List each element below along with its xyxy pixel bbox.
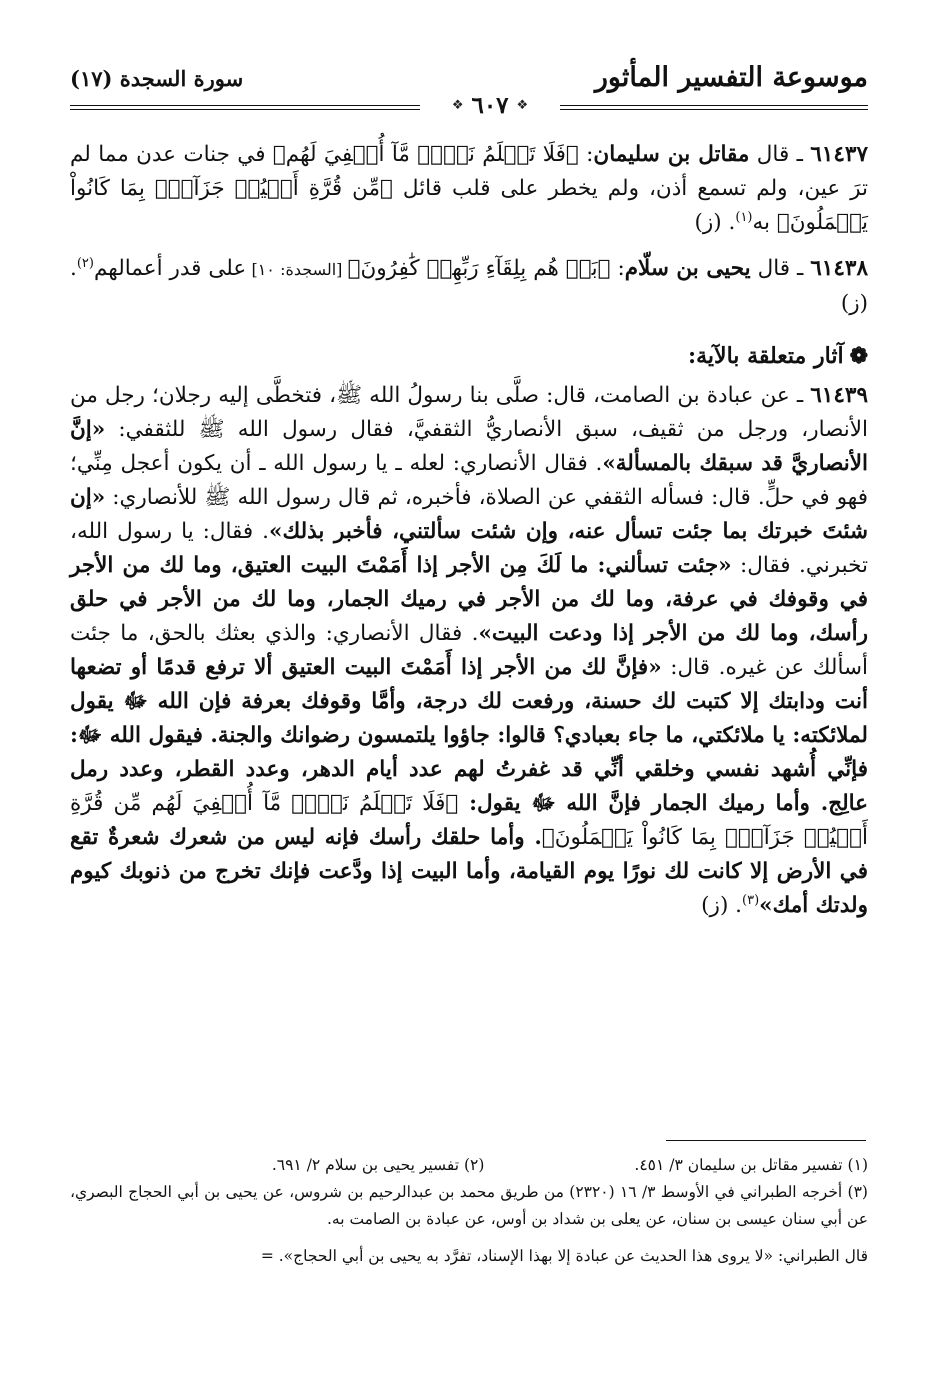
- footnote-marker: (٢): [76, 255, 94, 271]
- section-heading-text: آثار متعلقة بالآية:: [688, 343, 844, 369]
- page-number: ٦٠٧: [471, 91, 509, 119]
- entry-tail: . (ز): [694, 210, 736, 235]
- entry-61437: [70, 138, 868, 240]
- footnote-row: [70, 1152, 868, 1179]
- quran-verse: ﴿فَلَا تَعۡلَمُ نَفۡسٞ مَّآ أُخۡفِيَ لَهُم مِّن قُرَّةِ أَعۡيُنٖ جَزَآءَۢ بِمَا كَانُواْ يَعۡمَلُونَ﴾: [70, 791, 868, 850]
- hadith-text: . فقال الأنصاري: والذي بعثك بالحق، ما جئت أسألك عن غيره. قال:: [70, 621, 868, 680]
- quran-verse: ﴿بَلۡ هُم بِلِقَآءِ رَبِّهِمۡ كَٰفِرُونَ﴾: [347, 256, 611, 281]
- footnote-3: (٣) أخرجه الطبراني في الأوسط ٣/ ١٦ (٢٣٢٠) من طريق محمد بن عبدالرحيم بن شروس، عن يحيى بن أبي الحجاج البصري، عن أبي سنان عيسى بن سنان، عن يعلى بن شداد بن أوس، عن عبادة بن الصامت به.: [70, 1183, 868, 1228]
- quran-verse: ﴿فَلَا تَعۡلَمُ نَفۡسٞ مَّآ أُخۡفِيَ لَهُم﴾: [272, 142, 579, 167]
- entry-text: في جنات عدن مما لم ترَ عين، ولم تسمع أذن، ولم يخطر على قلب قائل: [70, 142, 868, 201]
- hadith-text: . فقال الأنصاري: لعله ـ يا رسول الله ـ أن يكون أعجل مِنِّي؛ فهو في حلٍّ. قال: فسأله الثقفي عن الصلاة، فأخبره، ثم قال رسول الله ﷺ للأنصاري:: [70, 451, 868, 510]
- entry-61438: [70, 252, 868, 321]
- footnote-marker: (١): [735, 209, 753, 225]
- quran-verse: ﴿مِّن قُرَّةِ أَعۡيُنٖ جَزَآءَۢ بِمَا كَانُواْ يَعۡمَلُونَ﴾: [70, 176, 868, 235]
- footnote-marker: (٣): [742, 892, 760, 908]
- entry-number: ٦١٤٣٩: [810, 383, 868, 408]
- surah-label: سورة السجدة (١٧): [70, 66, 244, 91]
- entry-number: ٦١٤٣٨: [810, 256, 868, 281]
- section-heading: [70, 339, 868, 373]
- entry-prefix: ـ قال: [749, 142, 811, 167]
- entry-author: يحيى بن سلّام: [624, 256, 751, 281]
- footnote-2: (٢) تفسير يحيى بن سلام ٢/ ٦٩١.: [271, 1156, 485, 1174]
- hadith-text: . فقال: يا رسول الله، تخبرني. فقال:: [70, 519, 868, 578]
- entry-tail: . (ز): [701, 893, 742, 918]
- entry-number: ٦١٤٣٧: [810, 142, 868, 167]
- footnotes: [70, 1152, 868, 1270]
- hadith-quote: «فإنَّ لك من الأجر إذا أَمَمْتَ البيت العتيق ألا ترفع قدمًا أو تضعها أنت ودابتك إلا كتبت لك حسنة، ورفعت لك درجة، وأمَّا وقوفك بعرفة فإن الله ﷻ يقول لملائكته: يا ملائكتي، ما جاء بعبادي؟ قالوا: جاؤوا يلتمسون رضوانك والجنة. فيقول الله ﷻ: فإنِّي أُشهد نفسي وخلقي أنِّي قد غفرتُ لهم عدد أيام الدهر، وعدد القطر، وعدد رمل عالِج. وأما رميك الجمار فإنَّ الله ﷻ يقول:: [70, 655, 868, 816]
- main-text: [70, 138, 868, 935]
- hadith-quote: . وأما حلقك رأسك فإنه ليس من شعرك شعرةٌ تقع في الأرض إلا كانت لك نورًا يوم القيامة، وأما البيت إذا ودَّعت فإنك تخرج من ذنوبك كيوم ولدتك أمك»: [70, 825, 868, 918]
- running-header: [70, 62, 868, 119]
- entry-colon: :: [610, 256, 625, 281]
- verse-source: [السجدة: ١٠]: [246, 260, 348, 279]
- hadith-quote: «جئت تسألني: ما لَكَ مِن الأجر إذا أَمَمْتَ البيت العتيق، وما لك من الأجر في وقوفك في عرفة، وما لك من الأجر في رميك الجمار، وما لك من الأجر في حلق رأسك، وما لك من الأجر إذا ودعت البيت»: [70, 553, 868, 646]
- entry-author: مقاتل بن سليمان: [593, 142, 750, 167]
- footnote-1: (١) تفسير مقاتل بن سليمان ٣/ ٤٥١.: [634, 1156, 868, 1174]
- entry-61439: [70, 379, 868, 923]
- entry-colon: :: [578, 142, 594, 167]
- footnote-continuation: قال الطبراني: «لا يروى هذا الحديث عن عبادة إلا بهذا الإسناد، تفرَّد به يحيى بن أبي الحجاج». =: [260, 1247, 868, 1265]
- hadith-text: ـ عن عبادة بن الصامت، قال: صلَّى بنا رسولُ الله ﷺ، فتخطَّى إليه رجلان؛ رجل من الأنصار، ورجل من ثقيف، سبق الأنصاريُّ الثقفيَّ، فقال رسول الله ﷺ للثقفي:: [70, 383, 868, 442]
- ornament-icon: ❖: [451, 97, 464, 113]
- flower-ornament-icon: ❁: [849, 343, 868, 369]
- book-title: موسوعة التفسير المأثور: [594, 62, 868, 93]
- ornament-icon: ❖: [516, 97, 529, 113]
- entry-text: به: [752, 210, 777, 235]
- entry-text: على قدر أعمالهم: [93, 256, 247, 281]
- entry-prefix: ـ قال: [750, 256, 811, 281]
- footnote-rule: [666, 1140, 866, 1141]
- hadith-quote: «إن شئتَ خبرتك بما جئت تسأل عنه، وإن شئت سألتني، فأخبر بذلك»: [70, 485, 868, 544]
- entry-tail: . (ز): [70, 256, 868, 316]
- page-number-box: [420, 92, 560, 118]
- hadith-quote: «إنَّ الأنصاريَّ قد سبقك بالمسألة»: [70, 417, 868, 476]
